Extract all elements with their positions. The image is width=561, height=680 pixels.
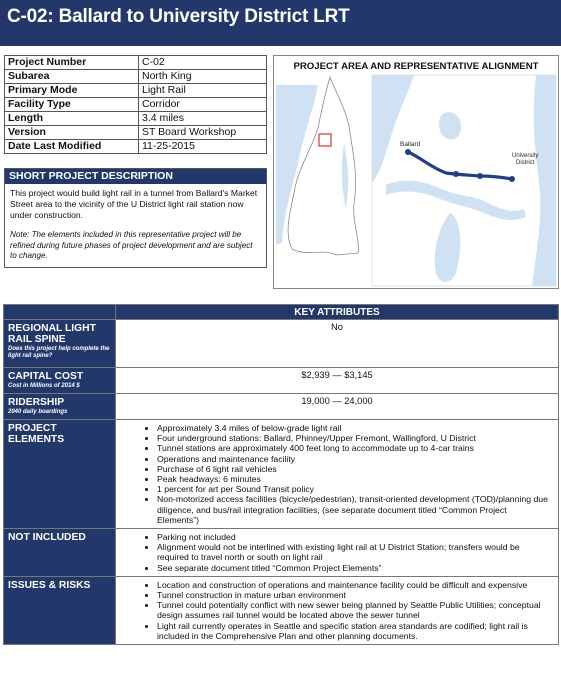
project-elements-label: PROJECT ELEMENTS: [4, 420, 116, 529]
row-not-included: [4, 529, 559, 577]
capital-cost-label: CAPITAL COST: [8, 371, 84, 382]
row-issues-risks: [4, 576, 559, 644]
info-label: Primary Mode: [5, 84, 139, 98]
info-row: [5, 126, 267, 140]
info-value: C-02: [139, 56, 267, 70]
spine-value: No: [116, 320, 559, 368]
info-label: Length: [5, 112, 139, 126]
info-row: [5, 98, 267, 112]
list-item: • Peak headways: 6 minutes: [157, 474, 551, 484]
not-included-list: [117, 530, 557, 575]
info-label: Subarea: [5, 70, 139, 84]
short-description-note: Note: The elements included in this representative project will be refined during future phases of project development and are subject to change.: [10, 230, 253, 260]
alignment-map: [274, 73, 558, 288]
station-wallingford: [477, 173, 483, 179]
info-value: 11-25-2015: [139, 140, 267, 154]
row-capital-cost: [4, 368, 559, 394]
capital-cost-value: $2,939 — $3,145: [116, 368, 559, 394]
issues-risks-list: [117, 578, 557, 643]
row-spine: [4, 320, 559, 368]
list-item: • Approximately 3.4 miles of below-grade light rail: [157, 423, 551, 433]
spine-label-2: RAIL SPINE: [8, 334, 66, 345]
info-row: [5, 84, 267, 98]
list-item: • Tunnel could potentially conflict with new sewer being planned by Seattle Public Utilities; conceptual design assumes rail tunnel would be located above the sewer tunnel: [157, 600, 551, 620]
detail-map: [372, 75, 556, 286]
issues-risks-label: ISSUES & RISKS: [4, 576, 116, 644]
info-label: Version: [5, 126, 139, 140]
list-item: • See separate document titled “Common Project Elements”: [157, 563, 551, 573]
list-item: • Parking not included: [157, 532, 551, 542]
info-row: [5, 140, 267, 154]
station-u-district: [509, 176, 515, 182]
list-item: • Location and construction of operations and maintenance facility could be difficult and expensive: [157, 580, 551, 590]
short-description-heading: SHORT PROJECT DESCRIPTION: [5, 169, 266, 184]
project-elements-list: [117, 421, 557, 527]
page-title: C-02: Ballard to University District LRT: [0, 0, 561, 46]
row-project-elements: [4, 420, 559, 529]
list-item: • 1 percent for art per Sound Transit policy: [157, 484, 551, 494]
ridership-label: RIDERSHIP: [8, 397, 65, 408]
info-label: Date Last Modified: [5, 140, 139, 154]
map-title: PROJECT AREA AND REPRESENTATIVE ALIGNMENT: [293, 61, 539, 72]
info-label: Project Number: [5, 56, 139, 70]
list-item: • Alignment would not be interlined with existing light rail at U District Station; transfers would be required to travel north or south on light rail: [157, 542, 551, 562]
info-row: [5, 56, 267, 70]
list-item: • Tunnel construction in mature urban environment: [157, 590, 551, 600]
short-description-text: This project would build light rail in a tunnel from Ballard's Market Street area to the vicinity of the U District light rail station now under construction.: [10, 188, 258, 220]
spine-label-1: REGIONAL LIGHT: [8, 323, 96, 334]
info-row: [5, 112, 267, 126]
info-value: ST Board Workshop: [139, 126, 267, 140]
ridership-sublabel: 2040 daily boardings: [8, 409, 68, 415]
key-attributes-table: [3, 304, 559, 645]
map-panel: [273, 55, 559, 289]
info-value: Light Rail: [139, 84, 267, 98]
label-district: District: [516, 160, 535, 166]
ridership-value: 19,000 — 24,000: [116, 394, 559, 420]
list-item: • Operations and maintenance facility: [157, 454, 551, 464]
capital-cost-sublabel: Cost in Millions of 2014 $: [8, 383, 80, 389]
info-value: North King: [139, 70, 267, 84]
project-info-table: [4, 55, 267, 154]
not-included-label: NOT INCLUDED: [4, 529, 116, 577]
info-value: Corridor: [139, 98, 267, 112]
short-description-box: [4, 168, 267, 268]
list-item: • Non-motorized access facilities (bicycle/pedestrian), transit-oriented development (TOD)/planning due diligence, and bus/rail integration facilities, (see separate document titled “Common Project Elements”): [157, 494, 551, 525]
key-attributes-heading: KEY ATTRIBUTES: [116, 305, 559, 320]
spine-sublabel: Does this project help complete the light rail spine?: [8, 346, 110, 359]
list-item: • Four underground stations: Ballard, Phinney/Upper Fremont, Wallingford, U District: [157, 433, 551, 443]
info-label: Facility Type: [5, 98, 139, 112]
station-phinney: [453, 171, 459, 177]
list-item: • Purchase of 6 light rail vehicles: [157, 464, 551, 474]
station-ballard: [405, 149, 411, 155]
label-ballard: Ballard: [400, 141, 421, 148]
info-value: 3.4 miles: [139, 112, 267, 126]
label-university: University: [512, 153, 539, 159]
list-item: • Light rail currently operates in Seattle and specific station area standards are codified; light rail is included in the Comprehensive Plan and other planning documents.: [157, 621, 551, 641]
locator-map: [276, 77, 358, 255]
row-ridership: [4, 394, 559, 420]
list-item: • Tunnel stations are approximately 400 feet long to accommodate up to 4-car trains: [157, 443, 551, 453]
info-row: [5, 70, 267, 84]
key-attributes-corner: [4, 305, 116, 320]
